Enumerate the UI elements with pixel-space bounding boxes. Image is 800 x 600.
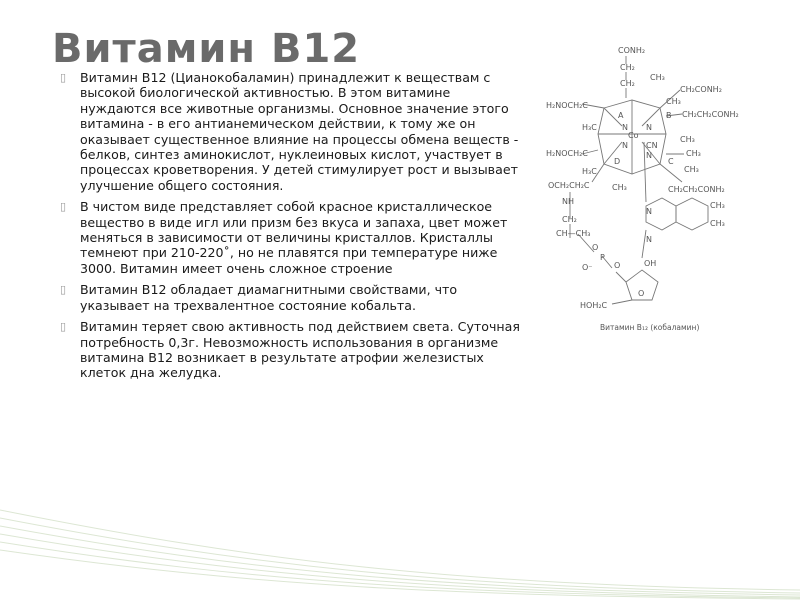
label-h3c: H₃C <box>582 123 597 132</box>
label-ch2: CH₂ <box>620 63 635 72</box>
bullet-item <box>58 199 520 276</box>
label-ch3: CH₃ <box>666 97 681 106</box>
ring-label-b: B <box>666 111 672 120</box>
bullet-item <box>58 70 520 193</box>
label-conh2: CONH₂ <box>618 46 646 55</box>
label-ch2conh2: CH₂CONH₂ <box>680 85 722 94</box>
label-ch2ch2conh2: CH₂CH₂CONH₂ <box>668 185 725 194</box>
bullet-text: Витамин В12 (Цианокобаламин) принадлежит к веществам с высокой биологической активностью. В этом витамине нуждаются все животные организмы. Основное значение этого витамина - в его антианемическом действии, к тому же он оказывает существенное влияние на процессы обмена веществ - белков, синтез аминокислот, нуклеиновых кислот, участвует в процессах кроветворения. У детей стимулирует рост и вызывает улучшение общего состояния. <box>80 70 519 193</box>
label-nh: NH <box>562 197 574 206</box>
label-ch3: CH₃ <box>612 183 627 192</box>
label-p: P <box>600 253 605 262</box>
label-o-minus: O⁻ <box>582 263 593 272</box>
label-ch2: CH₂ <box>620 79 635 88</box>
label-ch3: CH₃ <box>650 73 665 82</box>
label-n: N <box>622 123 628 132</box>
ring-label-a: A <box>618 111 624 120</box>
label-ch3: CH₃ <box>710 201 725 210</box>
label-ch3: CH₃ <box>684 165 699 174</box>
slide-title: Витамин В12 <box>52 26 361 72</box>
bullet-marker-icon: ▯ <box>60 71 67 84</box>
label-o: O <box>592 243 599 252</box>
label-h3c: H₃C <box>582 167 597 176</box>
label-ch3: CH₃ <box>680 135 695 144</box>
label-h2noc-ch2: H₂NOCH₂C <box>546 101 588 110</box>
label-n: N <box>646 235 652 244</box>
label-n: N <box>646 207 652 216</box>
label-hoh2c: HOH₂C <box>580 301 608 310</box>
bullet-marker-icon: ▯ <box>60 200 67 214</box>
bullet-marker-icon: ▯ <box>60 283 67 297</box>
label-cn: CN <box>646 141 658 150</box>
decorative-diagonal-stripes <box>0 490 800 600</box>
bullet-list <box>58 70 520 387</box>
label-o: O <box>638 289 645 298</box>
structural-formula-drawing <box>542 42 772 337</box>
bullet-text: В чистом виде представляет собой красное кристаллическое вещество в виде игл или призм без вкуса и запаха, цвет может меняться в зависимости от величины кристаллов. Кристаллы темнеют при 210-220˚, но не плавятся при температуре ниже 3000. Витамин имеет очень сложное строение <box>80 199 508 276</box>
label-ch-ch3: CH—CH₃ <box>556 229 591 238</box>
bullet-marker-icon: ▯ <box>60 320 67 334</box>
cobalamin-structure-figure <box>542 42 772 337</box>
label-n: N <box>622 141 628 150</box>
label-n: N <box>646 123 652 132</box>
label-oh: OH <box>644 259 657 268</box>
label-ch3: CH₃ <box>686 149 701 158</box>
figure-caption: Витамин B₁₂ (кобаламин) <box>600 323 700 332</box>
label-och2ch2c: OCH₂CH₂C <box>548 181 590 190</box>
label-ch2: CH₂ <box>562 215 577 224</box>
bullet-text: Витамин теряет свою активность под действием света. Суточная потребность 0,3г. Невозможность использования в организме витамина В12 возникает в результате атрофии железистых клеток дна желудка. <box>80 319 520 381</box>
ring-label-c: C <box>668 157 674 166</box>
label-co: Co <box>628 131 639 140</box>
ring-label-d: D <box>614 157 621 166</box>
bullet-item <box>58 319 520 381</box>
bullet-text: Витамин В12 обладает диамагнитными свойствами, что указывает на трехвалентное состояние кобальта. <box>80 282 458 313</box>
label-h2noc-ch2: H₂NOCH₂C <box>546 149 588 158</box>
bullet-item <box>58 282 520 313</box>
label-o: O <box>614 261 621 270</box>
label-ch3: CH₃ <box>710 219 725 228</box>
label-n: N <box>646 151 652 160</box>
label-ch2ch2conh2: CH₂CH₂CONH₂ <box>682 110 739 119</box>
